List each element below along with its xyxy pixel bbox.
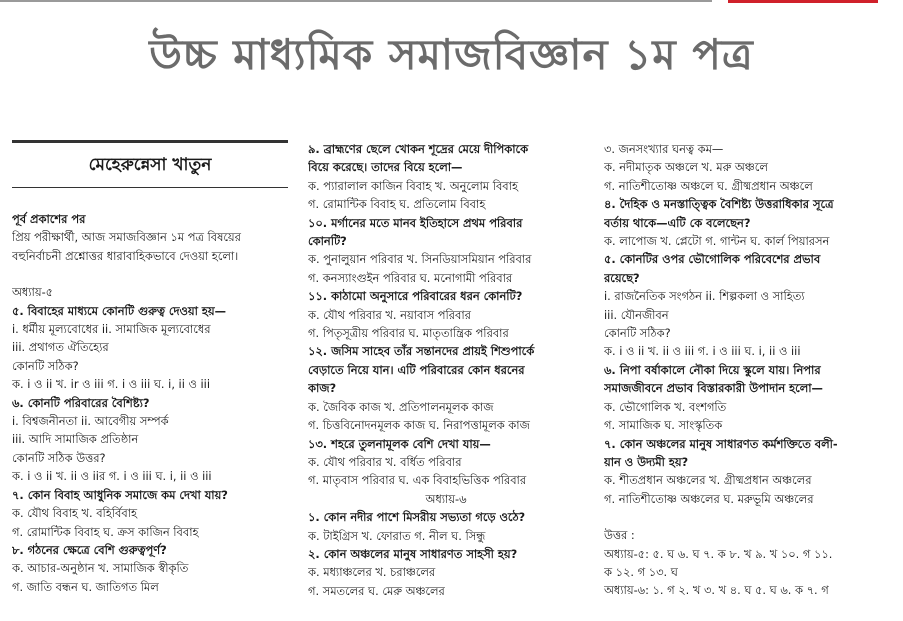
column-1-body	[12, 210, 288, 596]
text-line: ৯. ব্রাহ্মণের ছেলে খোকন শূদ্রের মেয়ে দীপিকাকে	[308, 142, 529, 156]
text-line: ১. কোন নদীর পাশে মিসরীয় সভ্যতা গড়ে ওঠে?	[308, 510, 526, 525]
text-line: অধ্যায়-৬	[425, 491, 467, 506]
text-line: বিয়ে করেছে। তাদের বিয়ে হলো—	[308, 160, 463, 175]
text-line: গ. মাতৃবাস পরিবার ঘ. এক বিবাহভিত্তিক পরিবার	[308, 473, 527, 488]
column-2-body	[308, 140, 584, 600]
text-line: ৫. বিবাহের মাধ্যমে কোনটি গুরুত্ব দেওয়া হয়—	[12, 303, 226, 318]
author-box	[12, 140, 288, 188]
text-line: পূর্ব প্রকাশের পর	[12, 212, 86, 226]
text-line: ক. i ও ii খ. ii ও iiর গ. i ও iii ঘ. i, ii ও iii	[12, 469, 212, 484]
text-line: ক. পুনালুয়ান পরিবার খ. সিনডিয়াসমিয়ান পরিবার	[308, 252, 532, 267]
text-line	[604, 508, 891, 526]
text-line: প্রিয় পরীক্ষার্থী, আজ সমাজবিজ্ঞান ১ম পত্র বিষয়ের	[12, 230, 241, 245]
text-line: ক. i ও ii খ. ir ও iii গ. i ও iii ঘ. i, ii ও iii	[12, 377, 211, 392]
top-rule	[0, 0, 712, 2]
text-line: গ. পিতৃসূত্রীয় পরিবার ঘ. মাতৃতান্ত্রিক পরিবার	[308, 326, 509, 341]
text-line: ক. যৌথ পরিবার খ. বর্ধিত পরিবার	[308, 454, 462, 469]
text-line: ক. যৌথ বিবাহ খ. বহির্বিবাহ	[12, 506, 138, 521]
text-line: গ. রোমান্টিক বিবাহ ঘ. ক্রস কাজিন বিবাহ	[12, 524, 199, 539]
text-line: i. বিশ্বজনীনতা ii. আবেগীয় সম্পর্ক	[12, 414, 169, 429]
text-line: ৬. কোনটি পরিবারের বৈশিষ্ট্য?	[12, 395, 150, 410]
text-line: উত্তর :	[604, 528, 635, 543]
text-line: ক. নদীমাতৃক অঞ্চলে খ. মরু অঞ্চলে	[604, 160, 768, 175]
text-line: iii. প্রথাগত ঐতিহ্যের	[12, 340, 109, 355]
text-line: ১০. মর্গানের মতে মানব ইতিহাসে প্রথম পরিবার	[308, 215, 523, 230]
text-line: গ. সামাজিক ঘ. সাংস্কৃতিক	[604, 418, 723, 433]
text-line: গ. চিত্তবিনোদনমূলক কাজ ঘ. নিরাপত্তামূলক কাজ	[308, 418, 530, 433]
column-3-body	[604, 140, 891, 600]
top-accent-bar	[728, 0, 878, 3]
text-line: ক. মধ্যাঞ্চলের খ. চরাঞ্চলের	[308, 565, 436, 580]
column-3	[604, 140, 891, 600]
text-line: ৩. জনসংখ্যার ঘনত্ব কম—	[604, 142, 724, 156]
text-line: কোনটি?	[308, 234, 347, 249]
text-line: ১৩. শহরে তুলনামূলক বেশি দেখা যায়—	[308, 436, 491, 451]
text-line: অধ্যায়-৫	[12, 285, 54, 300]
text-line: ক. i ও ii খ. ii ও iii গ. i ও iii ঘ. i, ii ও iii	[604, 344, 801, 359]
text-line: কাজ?	[308, 381, 337, 396]
text-line: য়ান ও উদ্যমী হয়?	[604, 454, 689, 469]
text-line: সমাজজীবনে প্রভাব বিস্তারকারী উপাদান হলো—	[604, 381, 823, 396]
text-line: অধ্যায়-৫: ৫. ঘ ৬. ঘ ৭. ক ৮. খ ৯. খ ১০. গ ১১.	[604, 546, 833, 561]
text-line: ৮. গঠনের ক্ষেত্রে বেশি গুরুত্বপূর্ণ?	[12, 542, 167, 557]
text-line: গ. সমতলের ঘ. মেরু অঞ্চলের	[308, 583, 445, 598]
column-1	[12, 140, 288, 596]
text-line: ৭. কোন অঞ্চলের মানুষ সাধারণত কর্মশক্তিতে বলী-	[604, 436, 838, 451]
page-title: উচ্চ মাধ্যমিক সমাজবিজ্ঞান ১ম পত্র	[149, 30, 754, 79]
author-name: মেহেরুন্নেসা খাতুন	[88, 154, 212, 175]
text-line: iii. আদি সামাজিক প্রতিষ্ঠান	[12, 432, 139, 447]
text-line: গ. জাতি বন্ধন ঘ. জাতিগত মিল	[12, 579, 159, 594]
text-line: কোনটি সঠিক উত্তর?	[12, 450, 106, 465]
text-line: ৪. দৈহিক ও মনস্তাত্ত্বিক বৈশিষ্ট্য উত্তরাধিকার সূত্রে	[604, 197, 834, 212]
text-line: গ. রোমান্টিক বিবাহ ঘ. প্রতিলোম বিবাহ	[308, 197, 486, 212]
text-line: অধ্যায়-৬: ১. গ ২. খ ৩. খ ৪. ঘ ৫. ঘ ৬. ক ৭. গ	[604, 583, 829, 598]
text-line: ৫. কোনটির ওপর ভৌগোলিক পরিবেশের প্রভাব	[604, 252, 821, 267]
text-line: ৬. নিপা বর্ষাকালে নৌকা দিয়ে স্কুলে যায়। নিপার	[604, 362, 821, 377]
text-line: ক. ভৌগোলিক খ. বংশগতি	[604, 399, 727, 414]
text-line: রয়েছে?	[604, 270, 640, 285]
text-line: iii. যৌনজীবন	[604, 307, 669, 322]
text-line: ক. আচার-অনুষ্ঠান খ. সামাজিক স্বীকৃতি	[12, 561, 189, 576]
column-2	[308, 140, 584, 600]
text-line: ক. প্যারালাল কাজিন বিবাহ খ. অনুলোম বিবাহ	[308, 178, 518, 193]
text-line: i. রাজনৈতিক সংগঠন ii. শিল্পকলা ও সাহিত্য	[604, 289, 805, 304]
text-line: গ. নাতিশীতোষ্ণ অঞ্চলের ঘ. মরুভূমি অঞ্চলের	[604, 491, 814, 506]
text-line: ১১. কাঠামো অনুসারে পরিবারের ধরন কোনটি?	[308, 289, 523, 304]
text-line: বর্তায় থাকে—এটি কে বলেছেন?	[604, 215, 751, 230]
text-line: ৭. কোন বিবাহ আধুনিক সমাজে কম দেখা যায়?	[12, 487, 228, 502]
text-line: ক. টাইগ্রিস খ. ফোরাত গ. নীল ঘ. সিন্ধু	[308, 528, 486, 543]
text-line: বহুনির্বাচনী প্রশ্নোত্তর ধারাবাহিকভাবে দেওয়া হলো।	[12, 248, 239, 263]
text-line: ক ১২. গ ১৩. ঘ	[604, 564, 678, 579]
text-line: ক. জৈবিক কাজ খ. প্রতিপালনমূলক কাজ	[308, 399, 494, 414]
text-line: ক. শীতপ্রধান অঞ্চলের খ. গ্রীষ্মপ্রধান অঞ্চলের	[604, 473, 812, 488]
text-line	[12, 265, 288, 283]
text-line: কোনটি সঠিক?	[12, 358, 79, 373]
text-line: ২. কোন অঞ্চলের মানুষ সাধারণত সাহসী হয়?	[308, 546, 518, 561]
text-line: i. ধর্মীয় মূল্যবোধের ii. সামাজিক মূল্যবোধের	[12, 322, 211, 337]
text-line: বেড়াতে নিয়ে যান। এটি পরিবারের কোন ধরনের	[308, 362, 525, 377]
text-line: গ. কনস্যাংগুইন পরিবার ঘ. মনোগামী পরিবার	[308, 270, 513, 285]
text-line: গ. নাতিশীতোষ্ণ অঞ্চলে ঘ. গ্রীষ্মপ্রধান অঞ্চলে	[604, 178, 813, 193]
text-line: কোনটি সঠিক?	[604, 326, 671, 341]
text-line: ১২. জসিম সাহেব তাঁর সন্তানদের প্রায়ই শিশুপার্কে	[308, 344, 535, 359]
text-line: ক. যৌথ পরিবার খ. নয়াবাস পরিবার	[308, 307, 471, 322]
text-line: ক. লাপোজ খ. প্লেটো গ. গান্টন ঘ. কার্ল পিয়ারসন	[604, 234, 830, 249]
